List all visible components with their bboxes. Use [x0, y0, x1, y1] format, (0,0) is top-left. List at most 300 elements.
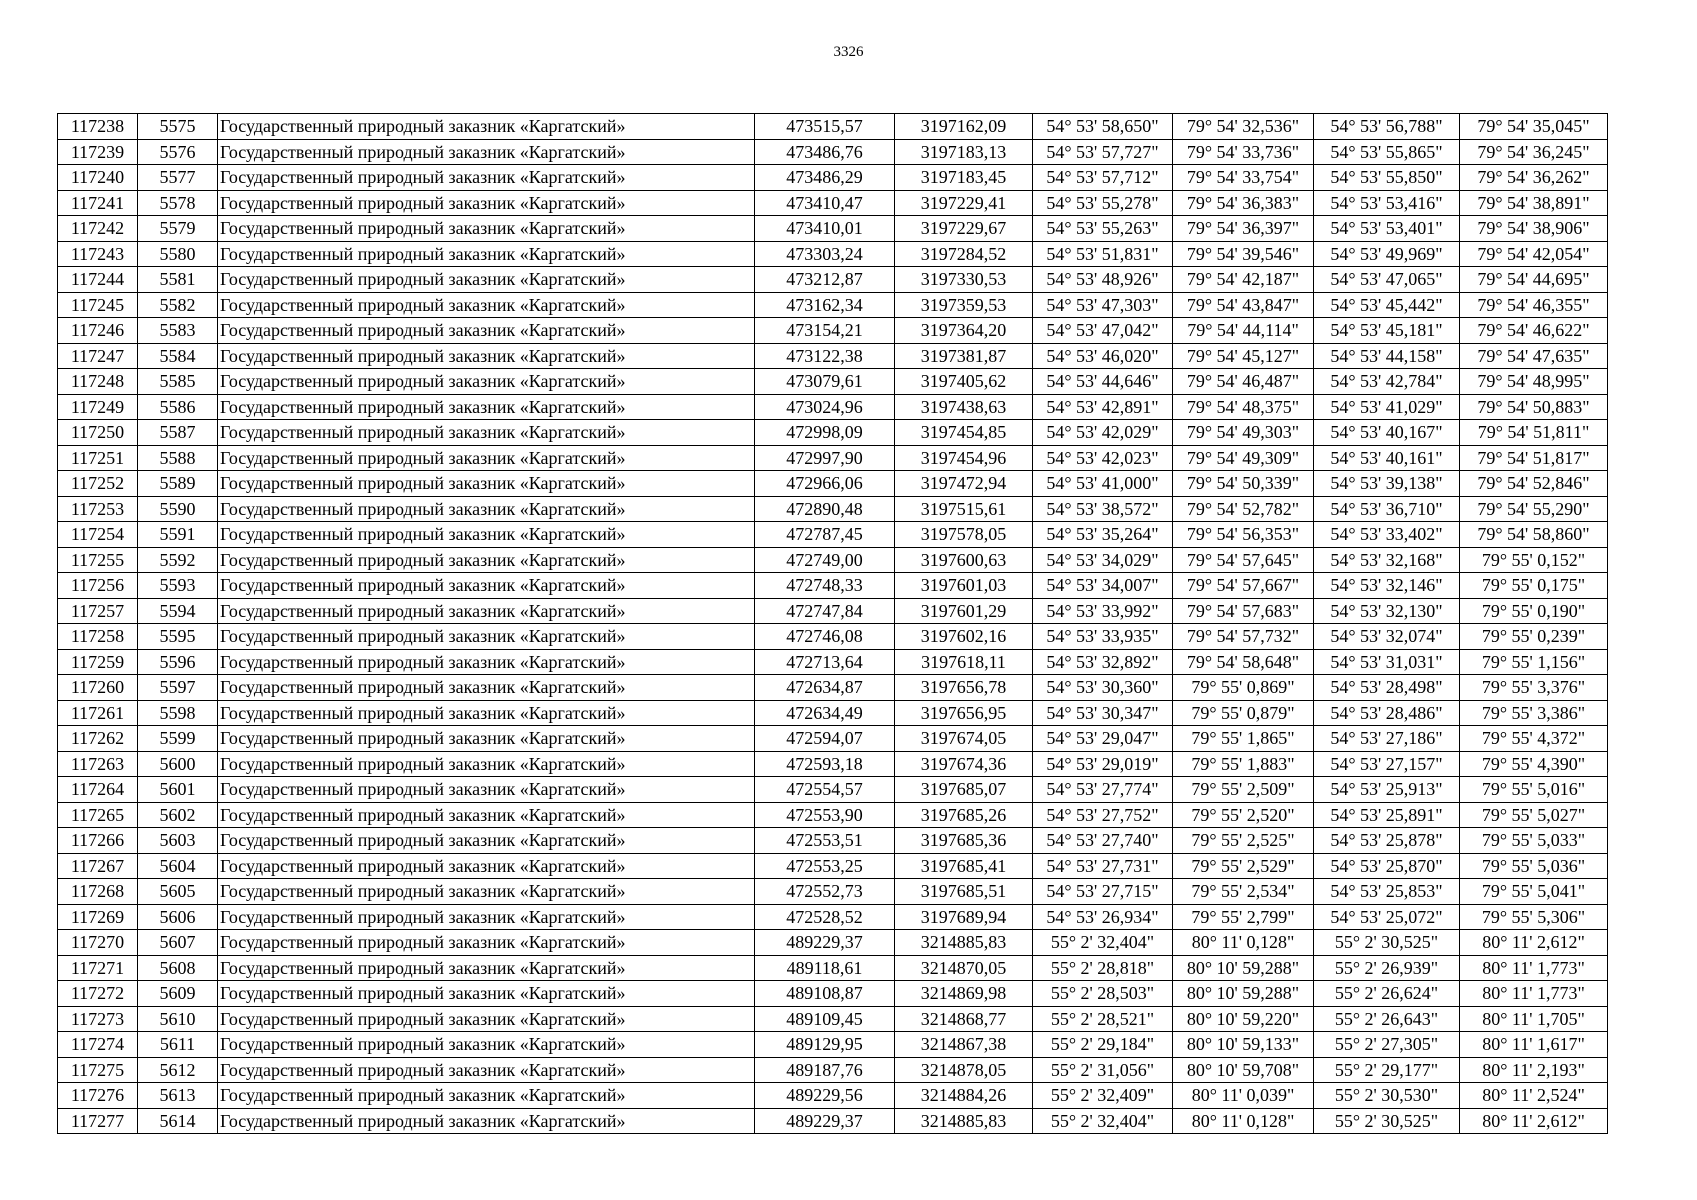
- x-coordinate-cell: 489129,95: [755, 1032, 895, 1058]
- point-number-cell: 5577: [138, 165, 218, 191]
- y-coordinate-cell: 3197284,52: [895, 241, 1033, 267]
- y-coordinate-cell: 3197689,94: [895, 904, 1033, 930]
- zone-name-cell: Государственный природный заказник «Каргатский»: [218, 343, 755, 369]
- latitude-1-cell: 55° 2' 32,404": [1033, 930, 1173, 956]
- point-number-cell: 5583: [138, 318, 218, 344]
- latitude-1-cell: 54° 53' 27,740": [1033, 828, 1173, 854]
- longitude-2-cell: 79° 54' 52,846": [1460, 471, 1608, 497]
- latitude-2-cell: 54° 53' 44,158": [1314, 343, 1460, 369]
- longitude-2-cell: 79° 54' 46,355": [1460, 292, 1608, 318]
- x-coordinate-cell: 489229,37: [755, 930, 895, 956]
- x-coordinate-cell: 473079,61: [755, 369, 895, 395]
- y-coordinate-cell: 3197229,67: [895, 216, 1033, 242]
- longitude-2-cell: 80° 11' 2,524": [1460, 1083, 1608, 1109]
- latitude-1-cell: 54° 53' 46,020": [1033, 343, 1173, 369]
- longitude-2-cell: 79° 55' 5,036": [1460, 853, 1608, 879]
- latitude-2-cell: 55° 2' 30,525": [1314, 930, 1460, 956]
- zone-name-cell: Государственный природный заказник «Каргатский»: [218, 190, 755, 216]
- latitude-1-cell: 54° 53' 30,360": [1033, 675, 1173, 701]
- longitude-2-cell: 79° 54' 36,245": [1460, 139, 1608, 165]
- table-row: [58, 190, 1608, 216]
- longitude-1-cell: 79° 54' 33,736": [1173, 139, 1314, 165]
- zone-name-cell: Государственный природный заказник «Каргатский»: [218, 700, 755, 726]
- latitude-2-cell: 54° 53' 31,031": [1314, 649, 1460, 675]
- point-number-cell: 5606: [138, 904, 218, 930]
- x-coordinate-cell: 489109,45: [755, 1006, 895, 1032]
- x-coordinate-cell: 473024,96: [755, 394, 895, 420]
- latitude-1-cell: 54° 53' 27,774": [1033, 777, 1173, 803]
- y-coordinate-cell: 3214867,38: [895, 1032, 1033, 1058]
- y-coordinate-cell: 3197578,05: [895, 522, 1033, 548]
- table-row: [58, 598, 1608, 624]
- x-coordinate-cell: 489229,37: [755, 1108, 895, 1134]
- longitude-1-cell: 80° 10' 59,288": [1173, 981, 1314, 1007]
- x-coordinate-cell: 473212,87: [755, 267, 895, 293]
- zone-name-cell: Государственный природный заказник «Каргатский»: [218, 955, 755, 981]
- table-row: [58, 1108, 1608, 1134]
- latitude-2-cell: 54° 53' 55,865": [1314, 139, 1460, 165]
- y-coordinate-cell: 3214878,05: [895, 1057, 1033, 1083]
- longitude-2-cell: 79° 54' 55,290": [1460, 496, 1608, 522]
- coordinates-table: [57, 113, 1608, 1134]
- point-id-cell: 117256: [58, 573, 138, 599]
- latitude-1-cell: 54° 53' 38,572": [1033, 496, 1173, 522]
- x-coordinate-cell: 472634,87: [755, 675, 895, 701]
- table-row: [58, 726, 1608, 752]
- y-coordinate-cell: 3197685,07: [895, 777, 1033, 803]
- y-coordinate-cell: 3214884,26: [895, 1083, 1033, 1109]
- x-coordinate-cell: 472553,25: [755, 853, 895, 879]
- longitude-1-cell: 79° 55' 0,879": [1173, 700, 1314, 726]
- longitude-2-cell: 79° 54' 46,622": [1460, 318, 1608, 344]
- table-row: [58, 139, 1608, 165]
- y-coordinate-cell: 3197600,63: [895, 547, 1033, 573]
- y-coordinate-cell: 3197454,85: [895, 420, 1033, 446]
- zone-name-cell: Государственный природный заказник «Каргатский»: [218, 420, 755, 446]
- y-coordinate-cell: 3197229,41: [895, 190, 1033, 216]
- point-number-cell: 5586: [138, 394, 218, 420]
- point-id-cell: 117268: [58, 879, 138, 905]
- longitude-2-cell: 79° 54' 51,817": [1460, 445, 1608, 471]
- longitude-1-cell: 79° 54' 57,683": [1173, 598, 1314, 624]
- longitude-1-cell: 79° 54' 57,667": [1173, 573, 1314, 599]
- zone-name-cell: Государственный природный заказник «Каргатский»: [218, 1083, 755, 1109]
- point-id-cell: 117253: [58, 496, 138, 522]
- point-id-cell: 117272: [58, 981, 138, 1007]
- zone-name-cell: Государственный природный заказник «Каргатский»: [218, 828, 755, 854]
- point-number-cell: 5581: [138, 267, 218, 293]
- table-row: [58, 879, 1608, 905]
- longitude-2-cell: 79° 55' 5,016": [1460, 777, 1608, 803]
- y-coordinate-cell: 3214870,05: [895, 955, 1033, 981]
- point-number-cell: 5607: [138, 930, 218, 956]
- point-number-cell: 5578: [138, 190, 218, 216]
- table-row: [58, 930, 1608, 956]
- longitude-2-cell: 79° 55' 0,152": [1460, 547, 1608, 573]
- latitude-2-cell: 55° 2' 26,624": [1314, 981, 1460, 1007]
- point-number-cell: 5594: [138, 598, 218, 624]
- point-id-cell: 117258: [58, 624, 138, 650]
- table-row: [58, 420, 1608, 446]
- x-coordinate-cell: 472713,64: [755, 649, 895, 675]
- latitude-2-cell: 54° 53' 27,186": [1314, 726, 1460, 752]
- longitude-1-cell: 79° 54' 58,648": [1173, 649, 1314, 675]
- y-coordinate-cell: 3214885,83: [895, 1108, 1033, 1134]
- x-coordinate-cell: 489118,61: [755, 955, 895, 981]
- latitude-2-cell: 54° 53' 32,146": [1314, 573, 1460, 599]
- latitude-2-cell: 54° 53' 53,401": [1314, 216, 1460, 242]
- longitude-2-cell: 79° 54' 50,883": [1460, 394, 1608, 420]
- point-id-cell: 117251: [58, 445, 138, 471]
- latitude-2-cell: 54° 53' 32,130": [1314, 598, 1460, 624]
- longitude-1-cell: 79° 55' 0,869": [1173, 675, 1314, 701]
- latitude-2-cell: 54° 53' 40,167": [1314, 420, 1460, 446]
- latitude-1-cell: 54° 53' 47,303": [1033, 292, 1173, 318]
- point-number-cell: 5587: [138, 420, 218, 446]
- zone-name-cell: Государственный природный заказник «Каргатский»: [218, 114, 755, 140]
- zone-name-cell: Государственный природный заказник «Каргатский»: [218, 394, 755, 420]
- longitude-1-cell: 79° 54' 49,309": [1173, 445, 1314, 471]
- latitude-1-cell: 55° 2' 28,521": [1033, 1006, 1173, 1032]
- point-number-cell: 5598: [138, 700, 218, 726]
- longitude-1-cell: 80° 11' 0,128": [1173, 930, 1314, 956]
- x-coordinate-cell: 473486,76: [755, 139, 895, 165]
- zone-name-cell: Государственный природный заказник «Каргатский»: [218, 726, 755, 752]
- latitude-1-cell: 54° 53' 42,023": [1033, 445, 1173, 471]
- longitude-1-cell: 79° 54' 33,754": [1173, 165, 1314, 191]
- x-coordinate-cell: 473515,57: [755, 114, 895, 140]
- table-row: [58, 522, 1608, 548]
- y-coordinate-cell: 3197438,63: [895, 394, 1033, 420]
- latitude-2-cell: 54° 53' 47,065": [1314, 267, 1460, 293]
- point-number-cell: 5580: [138, 241, 218, 267]
- y-coordinate-cell: 3214868,77: [895, 1006, 1033, 1032]
- table-row: [58, 241, 1608, 267]
- longitude-1-cell: 79° 54' 36,383": [1173, 190, 1314, 216]
- latitude-1-cell: 54° 53' 27,715": [1033, 879, 1173, 905]
- point-number-cell: 5589: [138, 471, 218, 497]
- latitude-2-cell: 55° 2' 27,305": [1314, 1032, 1460, 1058]
- latitude-1-cell: 54° 53' 29,047": [1033, 726, 1173, 752]
- latitude-1-cell: 54° 53' 41,000": [1033, 471, 1173, 497]
- zone-name-cell: Государственный природный заказник «Каргатский»: [218, 751, 755, 777]
- longitude-2-cell: 79° 55' 5,033": [1460, 828, 1608, 854]
- y-coordinate-cell: 3197685,51: [895, 879, 1033, 905]
- latitude-2-cell: 54° 53' 56,788": [1314, 114, 1460, 140]
- x-coordinate-cell: 472552,73: [755, 879, 895, 905]
- table-row: [58, 802, 1608, 828]
- table-row: [58, 1083, 1608, 1109]
- latitude-1-cell: 54° 53' 48,926": [1033, 267, 1173, 293]
- y-coordinate-cell: 3197364,20: [895, 318, 1033, 344]
- point-number-cell: 5595: [138, 624, 218, 650]
- latitude-1-cell: 54° 53' 34,007": [1033, 573, 1173, 599]
- point-number-cell: 5611: [138, 1032, 218, 1058]
- zone-name-cell: Государственный природный заказник «Каргатский»: [218, 471, 755, 497]
- longitude-2-cell: 79° 55' 3,376": [1460, 675, 1608, 701]
- x-coordinate-cell: 472528,52: [755, 904, 895, 930]
- longitude-1-cell: 79° 54' 57,732": [1173, 624, 1314, 650]
- x-coordinate-cell: 472748,33: [755, 573, 895, 599]
- zone-name-cell: Государственный природный заказник «Каргатский»: [218, 802, 755, 828]
- latitude-1-cell: 54° 53' 26,934": [1033, 904, 1173, 930]
- latitude-1-cell: 54° 53' 34,029": [1033, 547, 1173, 573]
- point-number-cell: 5601: [138, 777, 218, 803]
- latitude-2-cell: 54° 53' 25,072": [1314, 904, 1460, 930]
- y-coordinate-cell: 3197515,61: [895, 496, 1033, 522]
- longitude-2-cell: 80° 11' 2,612": [1460, 930, 1608, 956]
- longitude-1-cell: 79° 55' 1,865": [1173, 726, 1314, 752]
- longitude-1-cell: 79° 54' 36,397": [1173, 216, 1314, 242]
- zone-name-cell: Государственный природный заказник «Каргатский»: [218, 1057, 755, 1083]
- latitude-2-cell: 54° 53' 39,138": [1314, 471, 1460, 497]
- longitude-1-cell: 80° 10' 59,133": [1173, 1032, 1314, 1058]
- latitude-1-cell: 54° 53' 27,731": [1033, 853, 1173, 879]
- point-id-cell: 117250: [58, 420, 138, 446]
- latitude-1-cell: 55° 2' 28,818": [1033, 955, 1173, 981]
- longitude-1-cell: 80° 10' 59,708": [1173, 1057, 1314, 1083]
- point-number-cell: 5592: [138, 547, 218, 573]
- zone-name-cell: Государственный природный заказник «Каргатский»: [218, 241, 755, 267]
- latitude-1-cell: 54° 53' 55,278": [1033, 190, 1173, 216]
- y-coordinate-cell: 3197330,53: [895, 267, 1033, 293]
- y-coordinate-cell: 3197685,36: [895, 828, 1033, 854]
- x-coordinate-cell: 472634,49: [755, 700, 895, 726]
- zone-name-cell: Государственный природный заказник «Каргатский»: [218, 930, 755, 956]
- point-id-cell: 117259: [58, 649, 138, 675]
- latitude-1-cell: 54° 53' 55,263": [1033, 216, 1173, 242]
- longitude-2-cell: 79° 55' 0,239": [1460, 624, 1608, 650]
- point-number-cell: 5582: [138, 292, 218, 318]
- table-row: [58, 394, 1608, 420]
- x-coordinate-cell: 472594,07: [755, 726, 895, 752]
- table-row: [58, 777, 1608, 803]
- table-row: [58, 751, 1608, 777]
- x-coordinate-cell: 472749,00: [755, 547, 895, 573]
- table-row: [58, 445, 1608, 471]
- point-number-cell: 5612: [138, 1057, 218, 1083]
- latitude-2-cell: 54° 53' 36,710": [1314, 496, 1460, 522]
- zone-name-cell: Государственный природный заказник «Каргатский»: [218, 496, 755, 522]
- longitude-1-cell: 79° 54' 43,847": [1173, 292, 1314, 318]
- y-coordinate-cell: 3197601,29: [895, 598, 1033, 624]
- y-coordinate-cell: 3197183,45: [895, 165, 1033, 191]
- table-row: [58, 267, 1608, 293]
- point-id-cell: 117276: [58, 1083, 138, 1109]
- longitude-1-cell: 79° 54' 42,187": [1173, 267, 1314, 293]
- point-id-cell: 117247: [58, 343, 138, 369]
- longitude-1-cell: 79° 54' 56,353": [1173, 522, 1314, 548]
- longitude-2-cell: 79° 54' 58,860": [1460, 522, 1608, 548]
- latitude-1-cell: 54° 53' 33,935": [1033, 624, 1173, 650]
- x-coordinate-cell: 472998,09: [755, 420, 895, 446]
- y-coordinate-cell: 3197454,96: [895, 445, 1033, 471]
- y-coordinate-cell: 3197183,13: [895, 139, 1033, 165]
- point-id-cell: 117269: [58, 904, 138, 930]
- point-number-cell: 5591: [138, 522, 218, 548]
- x-coordinate-cell: 472890,48: [755, 496, 895, 522]
- zone-name-cell: Государственный природный заказник «Каргатский»: [218, 624, 755, 650]
- longitude-1-cell: 79° 55' 2,525": [1173, 828, 1314, 854]
- table-row: [58, 675, 1608, 701]
- zone-name-cell: Государственный природный заказник «Каргатский»: [218, 165, 755, 191]
- point-id-cell: 117277: [58, 1108, 138, 1134]
- point-id-cell: 117271: [58, 955, 138, 981]
- latitude-2-cell: 54° 53' 53,416": [1314, 190, 1460, 216]
- x-coordinate-cell: 473410,01: [755, 216, 895, 242]
- x-coordinate-cell: 473162,34: [755, 292, 895, 318]
- x-coordinate-cell: 472966,06: [755, 471, 895, 497]
- table-row: [58, 904, 1608, 930]
- latitude-2-cell: 54° 53' 28,486": [1314, 700, 1460, 726]
- latitude-2-cell: 54° 53' 42,784": [1314, 369, 1460, 395]
- y-coordinate-cell: 3197381,87: [895, 343, 1033, 369]
- latitude-2-cell: 54° 53' 45,442": [1314, 292, 1460, 318]
- zone-name-cell: Государственный природный заказник «Каргатский»: [218, 445, 755, 471]
- longitude-1-cell: 79° 55' 1,883": [1173, 751, 1314, 777]
- latitude-1-cell: 54° 53' 32,892": [1033, 649, 1173, 675]
- zone-name-cell: Государственный природный заказник «Каргатский»: [218, 1006, 755, 1032]
- zone-name-cell: Государственный природный заказник «Каргатский»: [218, 777, 755, 803]
- latitude-2-cell: 54° 53' 49,969": [1314, 241, 1460, 267]
- longitude-1-cell: 79° 54' 39,546": [1173, 241, 1314, 267]
- point-id-cell: 117246: [58, 318, 138, 344]
- point-number-cell: 5609: [138, 981, 218, 1007]
- zone-name-cell: Государственный природный заказник «Каргатский»: [218, 981, 755, 1007]
- zone-name-cell: Государственный природный заказник «Каргатский»: [218, 879, 755, 905]
- x-coordinate-cell: 472747,84: [755, 598, 895, 624]
- page-number: 3326: [833, 44, 864, 60]
- longitude-2-cell: 79° 54' 35,045": [1460, 114, 1608, 140]
- latitude-1-cell: 54° 53' 27,752": [1033, 802, 1173, 828]
- latitude-1-cell: 54° 53' 47,042": [1033, 318, 1173, 344]
- x-coordinate-cell: 473154,21: [755, 318, 895, 344]
- y-coordinate-cell: 3214885,83: [895, 930, 1033, 956]
- x-coordinate-cell: 489187,76: [755, 1057, 895, 1083]
- point-id-cell: 117273: [58, 1006, 138, 1032]
- latitude-1-cell: 54° 53' 29,019": [1033, 751, 1173, 777]
- zone-name-cell: Государственный природный заказник «Каргатский»: [218, 853, 755, 879]
- point-number-cell: 5608: [138, 955, 218, 981]
- point-number-cell: 5576: [138, 139, 218, 165]
- y-coordinate-cell: 3197162,09: [895, 114, 1033, 140]
- longitude-2-cell: 79° 54' 36,262": [1460, 165, 1608, 191]
- latitude-1-cell: 54° 53' 33,992": [1033, 598, 1173, 624]
- point-id-cell: 117244: [58, 267, 138, 293]
- longitude-2-cell: 79° 55' 5,041": [1460, 879, 1608, 905]
- point-id-cell: 117249: [58, 394, 138, 420]
- point-number-cell: 5604: [138, 853, 218, 879]
- table-body: [58, 114, 1608, 1134]
- table-row: [58, 649, 1608, 675]
- x-coordinate-cell: 472553,90: [755, 802, 895, 828]
- point-number-cell: 5596: [138, 649, 218, 675]
- longitude-2-cell: 80° 11' 1,705": [1460, 1006, 1608, 1032]
- x-coordinate-cell: 473486,29: [755, 165, 895, 191]
- table-row: [58, 853, 1608, 879]
- zone-name-cell: Государственный природный заказник «Каргатский»: [218, 675, 755, 701]
- latitude-2-cell: 54° 53' 25,870": [1314, 853, 1460, 879]
- longitude-1-cell: 80° 11' 0,039": [1173, 1083, 1314, 1109]
- point-id-cell: 117241: [58, 190, 138, 216]
- longitude-2-cell: 80° 11' 1,773": [1460, 981, 1608, 1007]
- table-row: [58, 114, 1608, 140]
- zone-name-cell: Государственный природный заказник «Каргатский»: [218, 139, 755, 165]
- table-row: [58, 471, 1608, 497]
- latitude-1-cell: 54° 53' 57,727": [1033, 139, 1173, 165]
- latitude-2-cell: 54° 53' 45,181": [1314, 318, 1460, 344]
- y-coordinate-cell: 3197685,26: [895, 802, 1033, 828]
- point-id-cell: 117248: [58, 369, 138, 395]
- longitude-1-cell: 80° 10' 59,288": [1173, 955, 1314, 981]
- latitude-2-cell: 54° 53' 32,074": [1314, 624, 1460, 650]
- point-number-cell: 5599: [138, 726, 218, 752]
- longitude-1-cell: 79° 54' 32,536": [1173, 114, 1314, 140]
- longitude-1-cell: 79° 54' 57,645": [1173, 547, 1314, 573]
- y-coordinate-cell: 3197359,53: [895, 292, 1033, 318]
- y-coordinate-cell: 3214869,98: [895, 981, 1033, 1007]
- longitude-2-cell: 79° 54' 44,695": [1460, 267, 1608, 293]
- longitude-1-cell: 79° 54' 50,339": [1173, 471, 1314, 497]
- table-row: [58, 216, 1608, 242]
- point-id-cell: 117242: [58, 216, 138, 242]
- latitude-2-cell: 54° 53' 25,891": [1314, 802, 1460, 828]
- point-id-cell: 117261: [58, 700, 138, 726]
- table-row: [58, 955, 1608, 981]
- point-id-cell: 117255: [58, 547, 138, 573]
- longitude-2-cell: 80° 11' 1,773": [1460, 955, 1608, 981]
- zone-name-cell: Государственный природный заказник «Каргатский»: [218, 598, 755, 624]
- y-coordinate-cell: 3197472,94: [895, 471, 1033, 497]
- point-id-cell: 117260: [58, 675, 138, 701]
- point-id-cell: 117238: [58, 114, 138, 140]
- table-row: [58, 369, 1608, 395]
- point-number-cell: 5613: [138, 1083, 218, 1109]
- longitude-2-cell: 79° 54' 47,635": [1460, 343, 1608, 369]
- latitude-2-cell: 55° 2' 26,939": [1314, 955, 1460, 981]
- longitude-1-cell: 79° 55' 2,799": [1173, 904, 1314, 930]
- latitude-2-cell: 54° 53' 25,913": [1314, 777, 1460, 803]
- latitude-2-cell: 55° 2' 26,643": [1314, 1006, 1460, 1032]
- point-id-cell: 117239: [58, 139, 138, 165]
- longitude-1-cell: 79° 55' 2,529": [1173, 853, 1314, 879]
- longitude-1-cell: 79° 54' 44,114": [1173, 318, 1314, 344]
- longitude-2-cell: 79° 54' 42,054": [1460, 241, 1608, 267]
- longitude-2-cell: 79° 55' 4,390": [1460, 751, 1608, 777]
- longitude-1-cell: 79° 54' 52,782": [1173, 496, 1314, 522]
- longitude-2-cell: 79° 54' 48,995": [1460, 369, 1608, 395]
- y-coordinate-cell: 3197656,95: [895, 700, 1033, 726]
- longitude-2-cell: 79° 55' 3,386": [1460, 700, 1608, 726]
- zone-name-cell: Государственный природный заказник «Каргатский»: [218, 573, 755, 599]
- point-number-cell: 5584: [138, 343, 218, 369]
- longitude-2-cell: 79° 55' 5,306": [1460, 904, 1608, 930]
- y-coordinate-cell: 3197618,11: [895, 649, 1033, 675]
- table-row: [58, 292, 1608, 318]
- longitude-2-cell: 79° 55' 4,372": [1460, 726, 1608, 752]
- y-coordinate-cell: 3197674,05: [895, 726, 1033, 752]
- latitude-2-cell: 54° 53' 27,157": [1314, 751, 1460, 777]
- point-id-cell: 117254: [58, 522, 138, 548]
- longitude-2-cell: 79° 55' 1,156": [1460, 649, 1608, 675]
- point-number-cell: 5610: [138, 1006, 218, 1032]
- y-coordinate-cell: 3197674,36: [895, 751, 1033, 777]
- y-coordinate-cell: 3197602,16: [895, 624, 1033, 650]
- zone-name-cell: Государственный природный заказник «Каргатский»: [218, 267, 755, 293]
- point-id-cell: 117240: [58, 165, 138, 191]
- latitude-2-cell: 55° 2' 29,177": [1314, 1057, 1460, 1083]
- longitude-2-cell: 79° 55' 0,190": [1460, 598, 1608, 624]
